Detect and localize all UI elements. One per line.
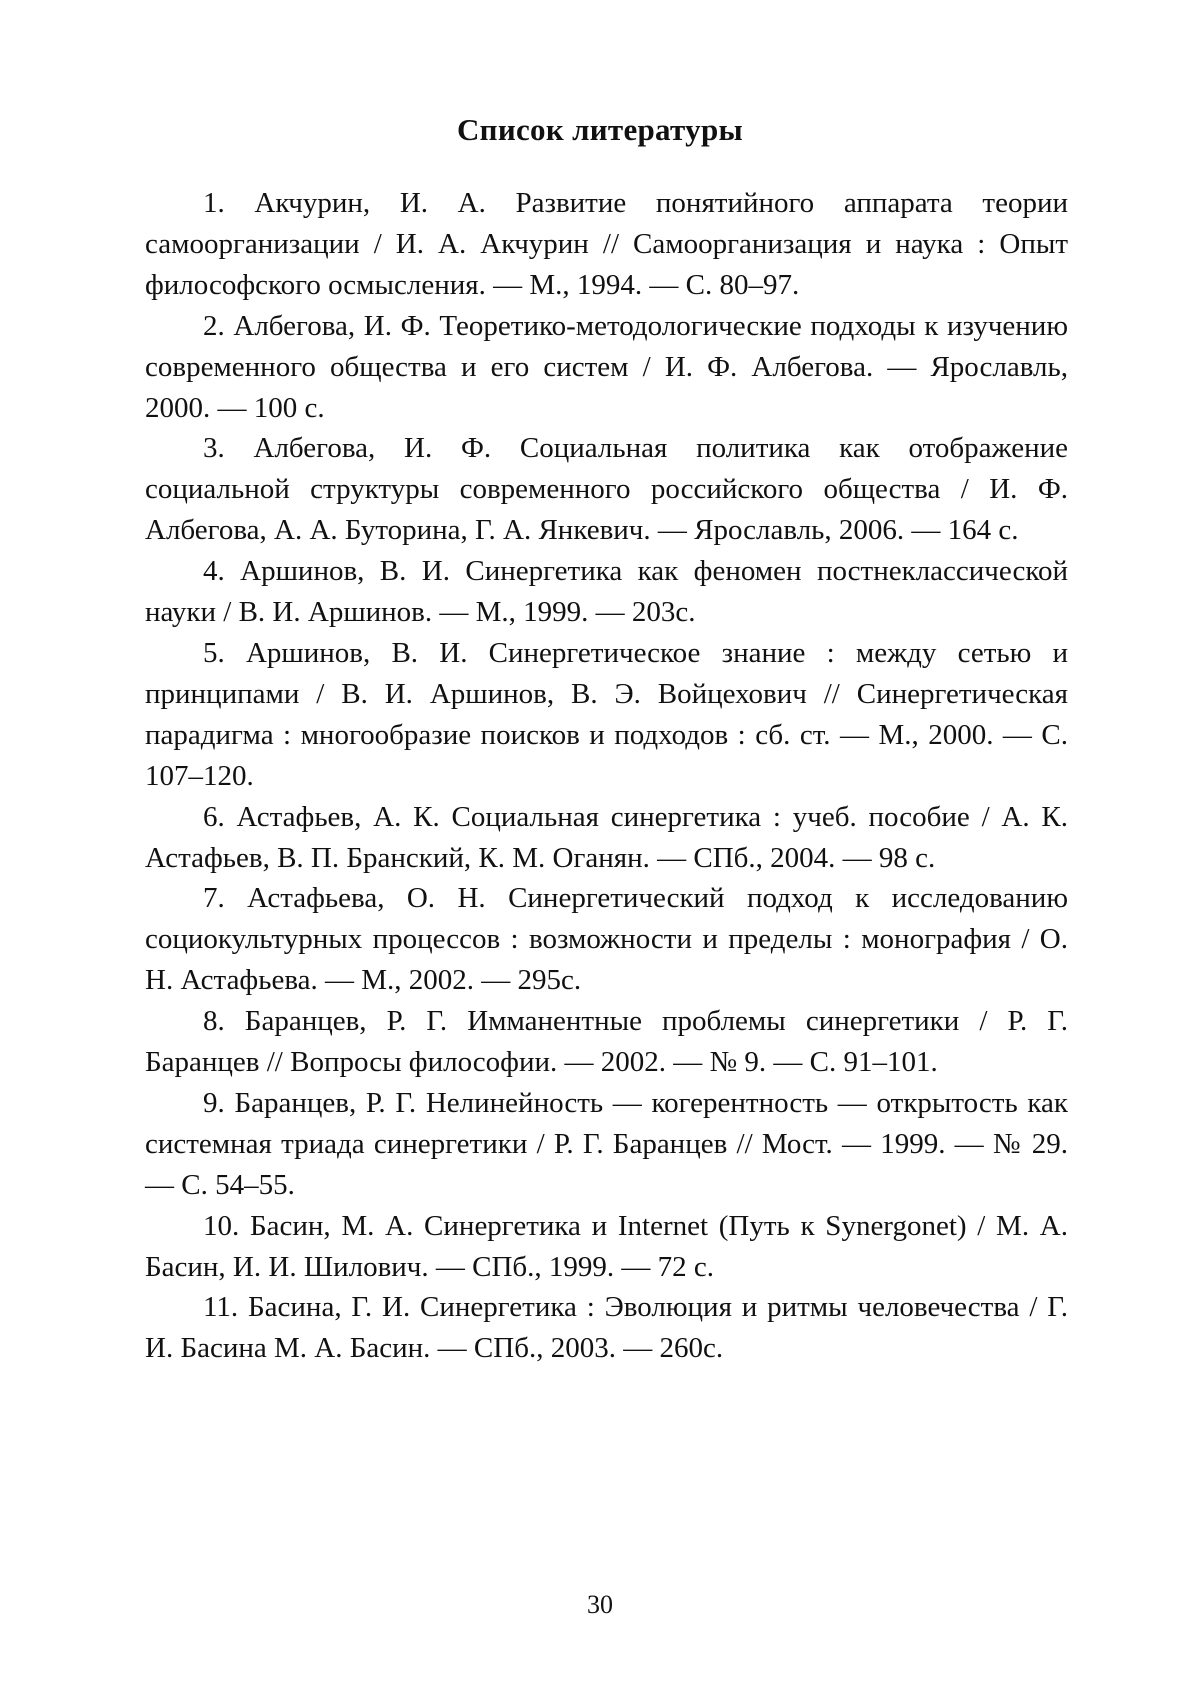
reference-item: 11. Басина, Г. И. Синергетика : Эволюция и ритмы человечества / Г. И. Басина М. А. Басин. — СПб., 2003. — 260с. [145,1291,1068,1365]
page-number: 30 [587,1590,613,1619]
reference-item: 8. Баранцев, Р. Г. Имманентные проблемы синергетики / Р. Г. Баранцев // Вопросы философии. — 2002. — № 9. — С. 91–101. [145,1005,1068,1079]
page-title: Список литературы [456,112,744,147]
reference-item: 3. Албегова, И. Ф. Социальная политика как отображение социальной структуры современного российского общества / И. Ф. Албегова, А. А. Буторина, Г. А. Янкевич. — Ярославль, 2006. — 164 с. [145,432,1068,547]
reference-item: 10. Басин, М. А. Синергетика и Internet (Путь к Synergonet) / М. А. Басин, И. И. Шилович. — СПб., 1999. — 72 с. [145,1209,1068,1283]
reference-item: 6. Астафьев, А. К. Социальная синергетика : учеб. пособие / А. К. Астафьев, В. П. Бранский, К. М. Оганян. — СПб., 2004. — 98 с. [145,800,1068,874]
reference-list [145,183,1068,1369]
reference-item: 9. Баранцев, Р. Г. Нелинейность — когерентность — открытость как системная триада синергетики / Р. Г. Баранцев // Мост. — 1999. — № 29. — С. 54–55. [145,1086,1068,1201]
reference-item: 5. Аршинов, В. И. Синергетическое знание : между сетью и принципами / В. И. Аршинов, В. Э. Войцехович // Синергетическая парадигма : многообразие поисков и подходов : сб. ст. — М., 2000. — С. 107–120. [145,636,1068,792]
reference-item: 7. Астафьева, О. Н. Синергетический подход к исследованию социокультурных процессов : возможности и пределы : монография / О. Н. Астафьева. — М., 2002. — 295с. [145,882,1068,997]
reference-item: 2. Албегова, И. Ф. Теоретико-методологические подходы к изучению современного общества и его систем / И. Ф. Албегова. — Ярославль, 2000. — 100 с. [145,309,1068,424]
reference-item: 4. Аршинов, В. И. Синергетика как феномен постнеклассической науки / В. И. Аршинов. — М., 1999. — 203с. [145,555,1068,629]
reference-item: 1. Акчурин, И. А. Развитие понятийного аппарата теории самоорганизации / И. А. Акчурин // Самоорганизация и наука : Опыт философского осмысления. — М., 1994. — С. 80–97. [145,187,1068,301]
